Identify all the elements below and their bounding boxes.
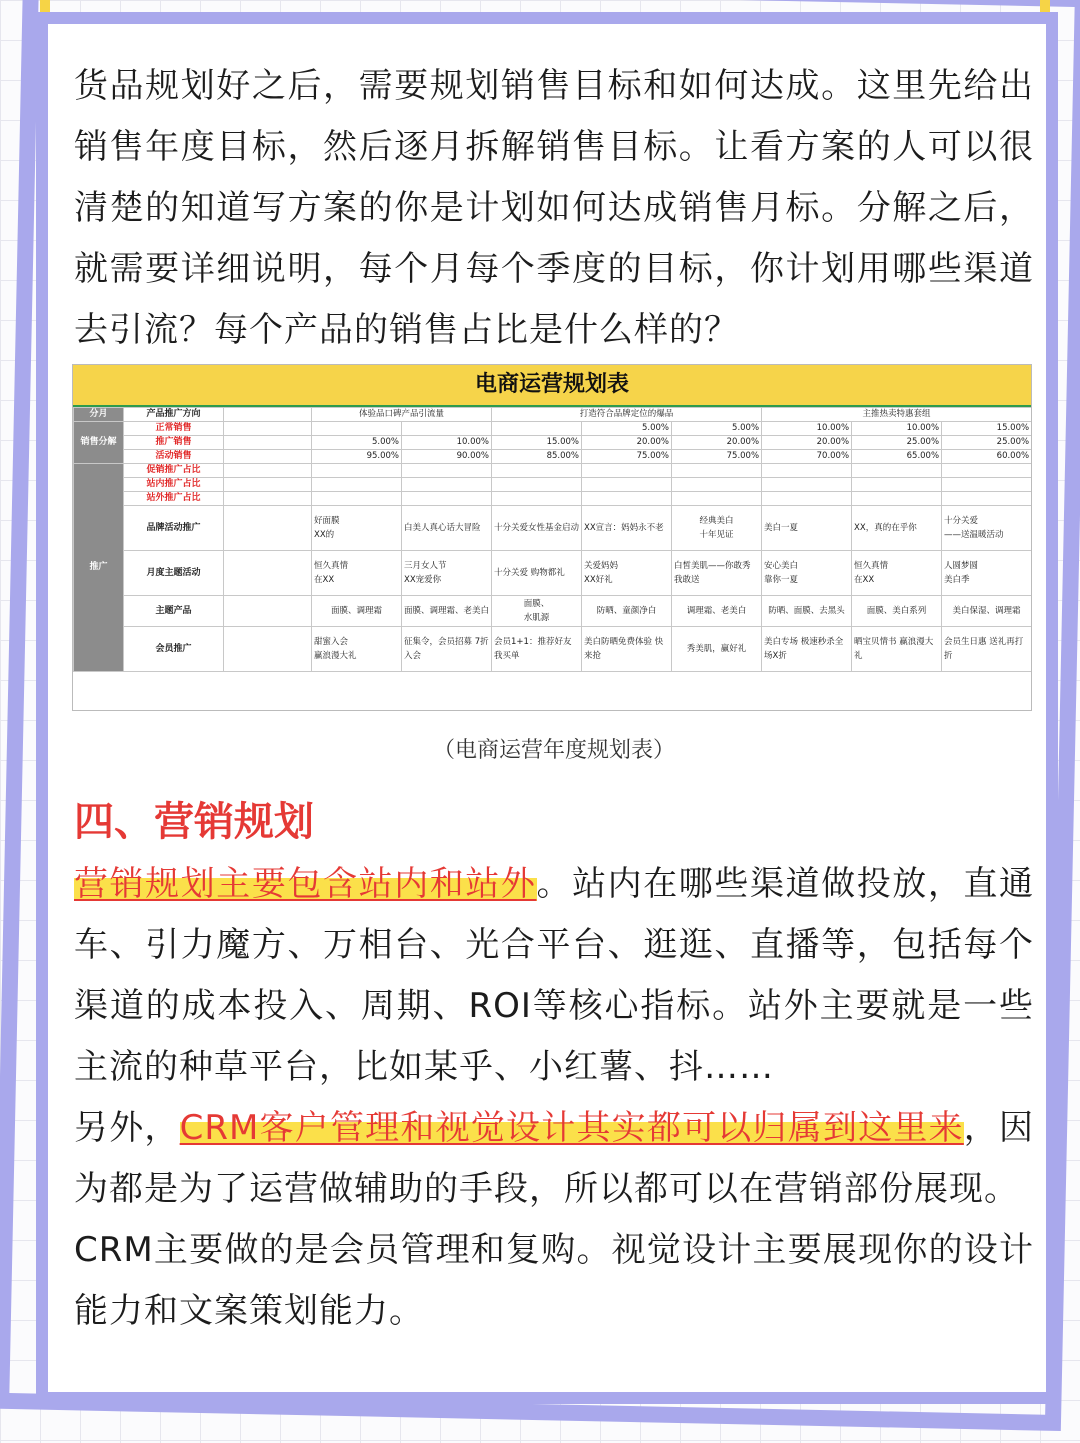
operations-plan-sheet <box>72 364 1032 711</box>
paragraph-marketing-text: 。站内在哪些渠道做投放，直通车、引力魔方、万相台、光合平台、逛逛、直播等，包括每个渠道的成本投入、周期、ROI等核心指标。站外主要就是一些主流的种草平台，比如某乎、小红薯、抖…… <box>74 864 1034 1087</box>
cell: 面膜、 水肌源 <box>492 596 582 627</box>
cell: 10.00% <box>762 422 852 436</box>
cat-promo: 推广 <box>74 464 124 672</box>
section-heading: 四、营销规划 <box>74 799 314 845</box>
cell: 5.00% <box>312 436 402 450</box>
cell: 20.00% <box>582 436 672 450</box>
lower-column <box>74 718 1034 1342</box>
cell: 75.00% <box>672 450 762 464</box>
direction-cell: 打造符合品牌定位的爆品 <box>492 408 762 422</box>
cell: 十分关爱 购物都礼 <box>492 551 582 596</box>
cell: 面膜、调理霜、老美白 <box>402 596 492 627</box>
cell: 关爱妈妈 XX好礼 <box>582 551 672 596</box>
sales-row-label: 推广销售 <box>124 436 224 450</box>
cell: 白美人真心话大冒险 <box>402 506 492 551</box>
cell: 70.00% <box>762 450 852 464</box>
cell: 60.00% <box>942 450 1032 464</box>
ratio-row <box>74 478 1032 492</box>
direction-label: 产品推广方向 <box>124 408 224 422</box>
ratio-row <box>74 492 1032 506</box>
cell: 美白专场 极速秒杀全场X折 <box>762 627 852 672</box>
cell: 65.00% <box>852 450 942 464</box>
cell: XX，真的在乎你 <box>852 506 942 551</box>
cell: 秀美肌，赢好礼 <box>672 627 762 672</box>
cell: 25.00% <box>942 436 1032 450</box>
content-column <box>74 24 1034 361</box>
ratio-row <box>74 464 1032 478</box>
cell <box>312 422 402 436</box>
table-caption: （电商运营年度规划表） <box>432 738 675 763</box>
cell: 十分关爱女性基金启动 <box>492 506 582 551</box>
cell: 75.00% <box>582 450 672 464</box>
cell: 面膜、调理霜 <box>312 596 402 627</box>
promo-row <box>74 506 1032 551</box>
cell: 征集令，会员招募 7折入会 <box>402 627 492 672</box>
cell: 人圆梦圆 美白季 <box>942 551 1032 596</box>
paragraph-crm-text: ，因为都是为了运营做辅助的手段，所以都可以在营销部份展现。 <box>74 1108 1035 1209</box>
sales-row-label: 活动销售 <box>124 450 224 464</box>
paragraph-crm <box>74 1098 1034 1220</box>
promo-row <box>74 596 1032 627</box>
cell: 15.00% <box>492 436 582 450</box>
cat-sales: 销售分解 <box>74 422 124 464</box>
paragraph-intro: 货品规划好之后，需要规划销售目标和如何达成。这里先给出销售年度目标，然后逐月拆解销售目标。让看方案的人可以很清楚的知道写方案的你是计划如何达成销售月标。分解之后，就需要详细说明，每个月每个季度的目标，你计划用哪些渠道去引流？每个产品的销售占比是什么样的？ <box>74 66 1034 350</box>
ratio-label: 站内推广占比 <box>124 478 224 492</box>
highlight-crm: CRM客户管理和视觉设计其实都可以归属到这里来 <box>179 1108 964 1148</box>
cell: 10.00% <box>402 436 492 450</box>
paragraph-visual: CRM主要做的是会员管理和复购。视觉设计主要展现你的设计能力和文案策划能力。 <box>74 1230 1034 1331</box>
promo-row <box>74 627 1032 672</box>
cell: 经典美白 十年见证 <box>672 506 762 551</box>
cell: 会员1+1：推荐好友我买单 <box>492 627 582 672</box>
cell <box>492 422 582 436</box>
cell: 20.00% <box>762 436 852 450</box>
promo-label: 会员推广 <box>124 627 224 672</box>
cell: 三月女人节 XX宠爱你 <box>402 551 492 596</box>
paragraph-crm-lead: 另外， <box>74 1108 180 1148</box>
cell: 90.00% <box>402 450 492 464</box>
cell <box>402 422 492 436</box>
cell: 85.00% <box>492 450 582 464</box>
cell: 安心美白 靠你一夏 <box>762 551 852 596</box>
cell: 美白防晒免费体验 快来抢 <box>582 627 672 672</box>
cell: 防晒、面膜、去黑头 <box>762 596 852 627</box>
promo-label: 品牌活动推广 <box>124 506 224 551</box>
cell: 晒宝贝情书 赢浪漫大礼 <box>852 627 942 672</box>
sales-row <box>74 422 1032 436</box>
cell: 会员生日惠 送礼再打折 <box>942 627 1032 672</box>
cell: 美白保湿、调理霜 <box>942 596 1032 627</box>
cell: 95.00% <box>312 450 402 464</box>
promo-label: 主题产品 <box>124 596 224 627</box>
cell: 5.00% <box>672 422 762 436</box>
cell: 白皙美肌——你敢秀 我敢送 <box>672 551 762 596</box>
cell: 25.00% <box>852 436 942 450</box>
highlight-marketing: 营销规划主要包含站内和站外 <box>74 864 537 904</box>
cat-month: 分月 <box>74 408 124 422</box>
direction-cell: 体验品口碑产品引流量 <box>312 408 492 422</box>
sheet-title: 电商运营规划表 <box>73 365 1031 407</box>
cell: 恒久真情 在XX <box>852 551 942 596</box>
cell: XX宣言：妈妈永不老 <box>582 506 672 551</box>
cell: 5.00% <box>582 422 672 436</box>
cell: 美白一夏 <box>762 506 852 551</box>
sales-row-label: 正常销售 <box>124 422 224 436</box>
paragraph-marketing <box>74 854 1034 1098</box>
cell: 20.00% <box>672 436 762 450</box>
sheet-table <box>73 407 1032 672</box>
cell: 十分关爱 ——送温暖活动 <box>942 506 1032 551</box>
cell: 15.00% <box>942 422 1032 436</box>
ratio-label: 站外推广占比 <box>124 492 224 506</box>
cell: 调理霜、老美白 <box>672 596 762 627</box>
direction-row <box>74 408 1032 422</box>
cell: 甜蜜入会 赢浪漫大礼 <box>312 627 402 672</box>
content-card <box>36 12 1058 1404</box>
promo-label: 月度主题活动 <box>124 551 224 596</box>
cell: 好面膜 XX的 <box>312 506 402 551</box>
cell: 防晒、童颜净白 <box>582 596 672 627</box>
sales-row <box>74 436 1032 450</box>
cell: 10.00% <box>852 422 942 436</box>
sales-row <box>74 450 1032 464</box>
cell: 面膜、美白系列 <box>852 596 942 627</box>
cell: 恒久真情 在XX <box>312 551 402 596</box>
direction-cell: 主推热卖特惠套组 <box>762 408 1032 422</box>
promo-row <box>74 551 1032 596</box>
ratio-label: 促销推广占比 <box>124 464 224 478</box>
